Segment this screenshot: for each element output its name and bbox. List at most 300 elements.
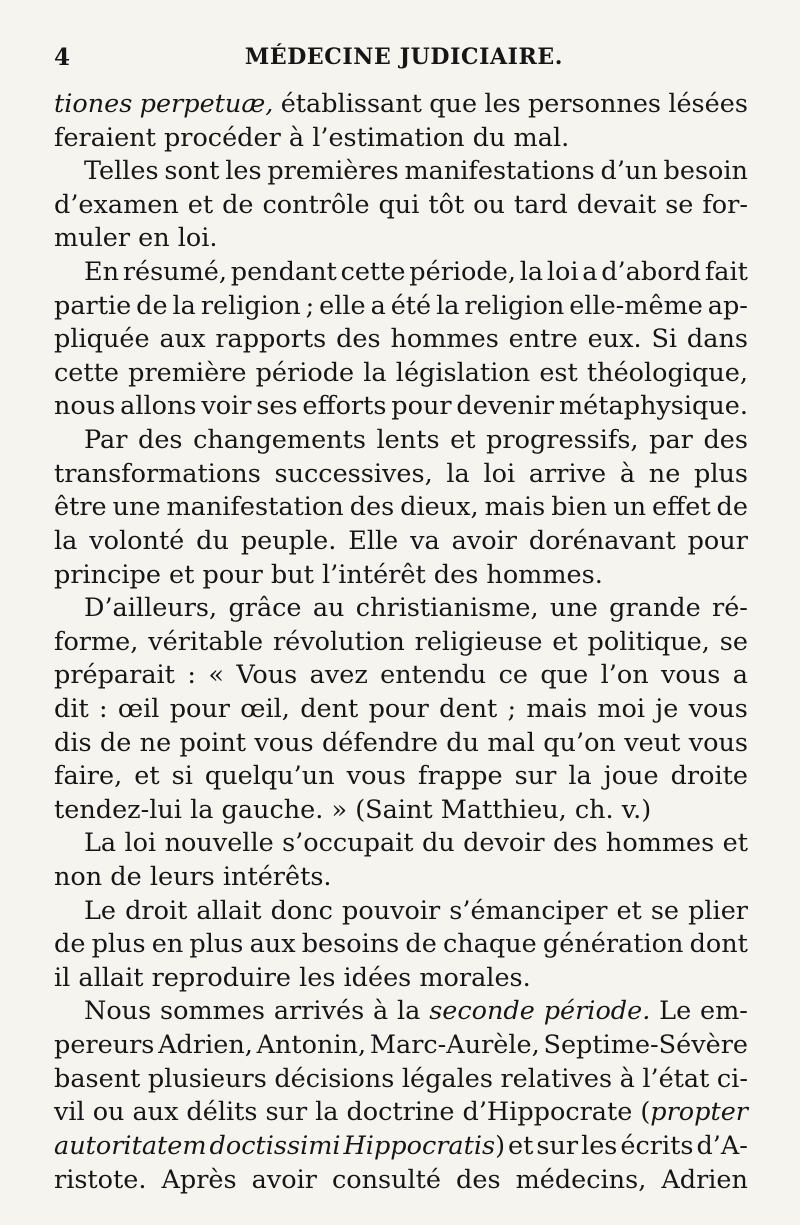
word bbox=[201, 290, 301, 324]
word bbox=[167, 491, 344, 525]
word-part: et bbox=[450, 425, 476, 456]
word bbox=[588, 626, 710, 660]
text-line bbox=[54, 592, 748, 626]
word-part: besoins bbox=[301, 929, 400, 960]
word-part: vous bbox=[661, 660, 721, 691]
word bbox=[54, 928, 85, 962]
word bbox=[173, 290, 196, 324]
word bbox=[418, 760, 503, 794]
word bbox=[54, 727, 92, 761]
word bbox=[54, 760, 122, 794]
word-part: progressifs, bbox=[486, 425, 639, 456]
word bbox=[665, 189, 693, 223]
word bbox=[456, 1164, 501, 1198]
word bbox=[708, 290, 748, 324]
word-part: lésées bbox=[668, 89, 748, 119]
word-part: pour bbox=[687, 525, 748, 556]
text-line bbox=[54, 962, 748, 996]
word-part: œil, bbox=[240, 693, 290, 724]
word-part: établissant bbox=[280, 89, 422, 119]
word bbox=[282, 827, 413, 861]
word bbox=[422, 827, 455, 861]
word-part: volonté bbox=[89, 525, 185, 556]
word-part: doctissimi bbox=[209, 1130, 341, 1161]
word-part: période, bbox=[409, 257, 516, 288]
text-line bbox=[54, 1130, 748, 1164]
text-line bbox=[54, 626, 748, 660]
word-part: changements bbox=[193, 425, 366, 456]
word bbox=[254, 727, 313, 761]
text-line bbox=[54, 525, 748, 559]
word bbox=[620, 1130, 693, 1164]
word-part: l’état bbox=[642, 1063, 710, 1094]
word bbox=[54, 458, 261, 492]
word-part: aux bbox=[249, 929, 296, 960]
word-part: Septime-Sévère bbox=[543, 1030, 748, 1061]
word-part: Nous bbox=[84, 996, 152, 1027]
word bbox=[391, 290, 431, 324]
word-part: droite bbox=[670, 761, 748, 792]
word bbox=[84, 995, 151, 1029]
word-part: tard bbox=[513, 189, 568, 220]
word bbox=[655, 693, 678, 727]
word bbox=[642, 1063, 709, 1097]
word-part: d’examen bbox=[54, 189, 179, 220]
word-part: et bbox=[508, 1130, 534, 1161]
word-part: plus bbox=[91, 929, 146, 960]
word-part: Marc-Aurèle, bbox=[369, 1030, 540, 1061]
word-part: de bbox=[222, 189, 254, 220]
word bbox=[275, 458, 433, 492]
text-line bbox=[54, 794, 748, 828]
word bbox=[553, 827, 598, 861]
text-line bbox=[54, 1029, 748, 1063]
word-part: devoir bbox=[463, 828, 545, 859]
word-part: cette bbox=[340, 257, 406, 288]
word-part: été bbox=[390, 290, 432, 321]
word-part: sont bbox=[164, 156, 220, 187]
word-part: ne bbox=[139, 727, 172, 758]
word bbox=[516, 1164, 647, 1198]
word bbox=[483, 458, 515, 492]
word bbox=[486, 424, 638, 458]
word-part: Le bbox=[84, 895, 117, 926]
text-line bbox=[54, 323, 748, 357]
word-part: grâce bbox=[228, 593, 302, 624]
word bbox=[118, 693, 160, 727]
word-part: une bbox=[112, 492, 161, 523]
word bbox=[205, 760, 335, 794]
word bbox=[138, 424, 183, 458]
word bbox=[601, 659, 649, 693]
word bbox=[99, 693, 108, 727]
word-part: pliquée bbox=[54, 324, 150, 355]
word bbox=[539, 357, 577, 391]
word-part: par bbox=[649, 425, 693, 456]
word bbox=[54, 323, 150, 357]
word bbox=[661, 1164, 748, 1198]
word bbox=[165, 827, 274, 861]
word-part: ) bbox=[495, 1130, 506, 1161]
text-segment: principe et pour but l’intérêt des hommes. bbox=[54, 559, 603, 590]
word bbox=[159, 323, 205, 357]
word-part: cette bbox=[54, 357, 119, 388]
word-part: plusieurs bbox=[147, 1063, 267, 1094]
word-part: et bbox=[187, 189, 214, 220]
word-part: défendre bbox=[321, 727, 438, 758]
word-part: entre bbox=[508, 324, 578, 355]
word bbox=[54, 693, 89, 727]
word bbox=[54, 1096, 85, 1130]
word bbox=[712, 592, 748, 626]
word-part: décisions bbox=[274, 1063, 395, 1094]
word-part: dorénavant bbox=[528, 525, 676, 556]
word-part: se bbox=[650, 895, 680, 926]
word bbox=[208, 659, 224, 693]
word-part: efforts bbox=[302, 391, 387, 422]
word bbox=[446, 458, 469, 492]
word-part: aux bbox=[132, 1097, 179, 1128]
word bbox=[649, 424, 693, 458]
word bbox=[350, 491, 395, 525]
word bbox=[256, 390, 297, 424]
word bbox=[152, 928, 184, 962]
text-segment: feraient procéder à l’estimation du mal. bbox=[54, 122, 570, 153]
word-part: de bbox=[405, 929, 437, 960]
word bbox=[668, 88, 748, 122]
word bbox=[529, 525, 676, 559]
word-part: génération bbox=[542, 929, 684, 960]
word-part: effet bbox=[652, 492, 711, 523]
word bbox=[201, 390, 251, 424]
text-line bbox=[54, 491, 748, 525]
word-part: peuple. bbox=[240, 525, 337, 556]
word-part: sommes bbox=[160, 996, 265, 1027]
word-part: si bbox=[171, 761, 193, 792]
word-part: des bbox=[456, 1164, 501, 1195]
word-part: à bbox=[372, 996, 389, 1027]
word bbox=[696, 1130, 747, 1164]
word bbox=[250, 928, 296, 962]
word-part: entendu bbox=[380, 660, 487, 691]
word bbox=[543, 928, 684, 962]
word bbox=[336, 323, 381, 357]
word-part: véritable bbox=[148, 626, 264, 657]
word bbox=[273, 626, 405, 660]
word-part: ap- bbox=[707, 290, 748, 321]
word-part: des bbox=[349, 492, 395, 523]
word-part: être bbox=[54, 492, 107, 523]
word bbox=[473, 189, 505, 223]
word-part: eux. bbox=[587, 324, 642, 355]
word bbox=[397, 995, 420, 1029]
word-part: avoir bbox=[451, 525, 517, 556]
word bbox=[717, 1063, 748, 1097]
word-part: frappe bbox=[418, 761, 503, 792]
word-part: la bbox=[397, 996, 421, 1027]
word bbox=[569, 290, 703, 324]
word bbox=[485, 491, 546, 525]
word bbox=[125, 895, 187, 929]
text-line bbox=[54, 155, 748, 189]
word-part: Après bbox=[161, 1164, 237, 1195]
word bbox=[544, 995, 651, 1029]
word bbox=[439, 693, 497, 727]
word bbox=[723, 827, 748, 861]
word bbox=[640, 1096, 748, 1130]
word-part: D’ailleurs, bbox=[84, 593, 218, 624]
word-part: ou bbox=[473, 189, 505, 220]
word-part: ( bbox=[640, 1097, 651, 1128]
word bbox=[363, 357, 386, 391]
word bbox=[113, 491, 161, 525]
word bbox=[54, 357, 119, 391]
word bbox=[123, 256, 227, 290]
word-part: pouvoir bbox=[342, 895, 441, 926]
word-part: mais bbox=[484, 492, 546, 523]
word-part: œil bbox=[117, 693, 160, 724]
word-part: législation bbox=[395, 357, 531, 388]
word bbox=[373, 995, 388, 1029]
word-part: a bbox=[732, 660, 748, 691]
word bbox=[500, 1063, 612, 1097]
word-part: mal bbox=[487, 727, 535, 758]
word-part: vous bbox=[688, 727, 748, 758]
word-part: période. bbox=[543, 996, 651, 1027]
word bbox=[703, 424, 748, 458]
word bbox=[543, 727, 616, 761]
word-part: basent bbox=[54, 1063, 141, 1094]
word bbox=[342, 895, 440, 929]
word bbox=[449, 895, 607, 929]
word-part: manifestations bbox=[404, 156, 595, 187]
word-part: joue bbox=[603, 761, 659, 792]
word-part: consulté bbox=[331, 1164, 442, 1195]
word bbox=[310, 659, 368, 693]
word-part: religieuse bbox=[414, 626, 543, 657]
word-part: qui bbox=[378, 189, 420, 220]
word-part: des bbox=[553, 828, 598, 859]
word-part: préparait bbox=[54, 660, 175, 691]
word bbox=[371, 290, 386, 324]
word-part: un bbox=[613, 492, 647, 523]
word bbox=[410, 525, 440, 559]
word-part: théologique, bbox=[586, 357, 748, 388]
word-part: elle-même bbox=[569, 290, 703, 321]
text-segment: muler en loi. bbox=[54, 223, 218, 254]
word bbox=[93, 1096, 125, 1130]
word bbox=[464, 290, 564, 324]
word-part: forme, bbox=[54, 626, 139, 657]
word bbox=[661, 659, 720, 693]
word-part: partie bbox=[54, 290, 132, 321]
word-part: du bbox=[446, 727, 480, 758]
word-part: pour bbox=[368, 693, 429, 724]
word-part: mais bbox=[526, 693, 588, 724]
word bbox=[415, 626, 543, 660]
word-part: les bbox=[225, 156, 262, 187]
word bbox=[172, 760, 193, 794]
word-part: sur bbox=[265, 1097, 308, 1128]
word bbox=[450, 424, 475, 458]
word-part: rapports bbox=[215, 324, 327, 355]
word-part: dans bbox=[686, 324, 748, 355]
word-part: doctrine bbox=[346, 1097, 455, 1128]
word-part: politique, bbox=[587, 626, 710, 657]
word bbox=[252, 1164, 317, 1198]
word-part: quelqu’un bbox=[204, 761, 335, 792]
word-part: propter bbox=[650, 1097, 748, 1128]
text-segment: il allait reproduire les idées morales. bbox=[54, 962, 531, 993]
word bbox=[702, 189, 748, 223]
word-part: donc bbox=[270, 895, 333, 926]
word-part: résumé, bbox=[122, 257, 227, 288]
word bbox=[499, 659, 528, 693]
word-part: est bbox=[539, 357, 578, 388]
word-part: lents bbox=[376, 425, 440, 456]
word bbox=[369, 693, 429, 727]
word-part: la bbox=[363, 357, 387, 388]
word-part: Antonin, bbox=[256, 1030, 367, 1061]
word-part: grande bbox=[609, 593, 701, 624]
word-part: : bbox=[187, 660, 196, 691]
word bbox=[616, 895, 641, 929]
word bbox=[597, 693, 645, 727]
word bbox=[347, 760, 406, 794]
word-part: vous bbox=[346, 761, 406, 792]
word bbox=[456, 390, 554, 424]
word bbox=[689, 693, 748, 727]
page-header bbox=[54, 44, 754, 78]
word bbox=[196, 895, 261, 929]
word bbox=[140, 88, 274, 122]
word-part: dit bbox=[54, 693, 89, 724]
text-line bbox=[54, 928, 748, 962]
word-part: successives, bbox=[274, 458, 433, 489]
word-part: au bbox=[312, 593, 345, 624]
word bbox=[344, 1130, 506, 1164]
word bbox=[540, 659, 588, 693]
word-part: qu’on bbox=[543, 727, 616, 758]
word bbox=[720, 626, 748, 660]
page-number: 4 bbox=[54, 44, 71, 71]
word-part: la bbox=[519, 257, 544, 288]
word bbox=[620, 458, 635, 492]
word bbox=[391, 390, 451, 424]
word bbox=[581, 1130, 617, 1164]
word bbox=[128, 357, 246, 391]
text-segment: non de leurs intérêts. bbox=[54, 862, 332, 893]
word bbox=[651, 323, 677, 357]
word bbox=[54, 525, 77, 559]
word bbox=[659, 995, 691, 1029]
word bbox=[164, 155, 219, 189]
word bbox=[265, 1096, 307, 1130]
word bbox=[187, 659, 196, 693]
word bbox=[54, 626, 138, 660]
word-part: la bbox=[54, 525, 78, 556]
word bbox=[620, 1063, 635, 1097]
word bbox=[210, 1130, 341, 1164]
word bbox=[84, 895, 116, 929]
word-part: dis bbox=[54, 727, 92, 758]
word-part: aux bbox=[159, 324, 206, 355]
word bbox=[54, 1029, 154, 1063]
word-part: période bbox=[255, 357, 355, 388]
word bbox=[404, 155, 594, 189]
word-part: transformations bbox=[54, 458, 261, 489]
word bbox=[377, 424, 440, 458]
word-part: voir bbox=[201, 391, 252, 422]
word bbox=[186, 1096, 257, 1130]
text-line bbox=[54, 256, 748, 290]
word bbox=[189, 928, 243, 962]
word-part: seconde bbox=[429, 996, 535, 1027]
word-part: délits bbox=[186, 1097, 258, 1128]
word bbox=[390, 323, 498, 357]
word-part: la bbox=[568, 761, 592, 792]
text-line bbox=[54, 458, 748, 492]
word-part: de bbox=[716, 492, 748, 523]
word-part: faire, bbox=[54, 761, 123, 792]
word-part: veut bbox=[624, 727, 681, 758]
word bbox=[54, 1130, 207, 1164]
word bbox=[281, 88, 422, 122]
word bbox=[188, 189, 213, 223]
word-part: s’émanciper bbox=[449, 895, 608, 926]
word bbox=[125, 827, 157, 861]
word bbox=[313, 592, 345, 626]
word-part: les bbox=[581, 1130, 618, 1161]
word bbox=[196, 525, 229, 559]
word-part: dent bbox=[300, 693, 359, 724]
word-part: religion bbox=[464, 290, 565, 321]
word-part: première bbox=[128, 357, 247, 388]
word-part: la bbox=[436, 290, 460, 321]
word bbox=[148, 626, 263, 660]
word-part: à bbox=[619, 458, 636, 489]
word bbox=[302, 928, 400, 962]
word-part: La bbox=[84, 828, 117, 859]
word bbox=[54, 390, 115, 424]
word-part: manifestation bbox=[166, 492, 344, 523]
word bbox=[274, 1063, 394, 1097]
text-line bbox=[54, 424, 748, 458]
word-part: Adrien, bbox=[158, 1030, 253, 1061]
word-part: religion bbox=[200, 290, 301, 321]
word-part: ci- bbox=[716, 1063, 748, 1094]
text-line bbox=[54, 390, 748, 424]
word bbox=[509, 323, 578, 357]
word bbox=[132, 1096, 178, 1130]
word-part: En bbox=[84, 257, 120, 288]
text-line bbox=[54, 827, 748, 861]
word bbox=[551, 491, 607, 525]
word bbox=[84, 827, 116, 861]
word-part: ristote. bbox=[54, 1164, 147, 1195]
word-part: légales bbox=[401, 1063, 493, 1094]
word-part: se bbox=[719, 626, 748, 657]
word-part: pour bbox=[391, 391, 452, 422]
word bbox=[341, 256, 406, 290]
word bbox=[262, 189, 369, 223]
word-part: et bbox=[616, 895, 642, 926]
word-part: moi bbox=[597, 693, 646, 724]
word bbox=[380, 659, 486, 693]
word-part: Adrien bbox=[661, 1164, 748, 1195]
word bbox=[267, 155, 398, 189]
word-part: devenir bbox=[456, 391, 555, 422]
